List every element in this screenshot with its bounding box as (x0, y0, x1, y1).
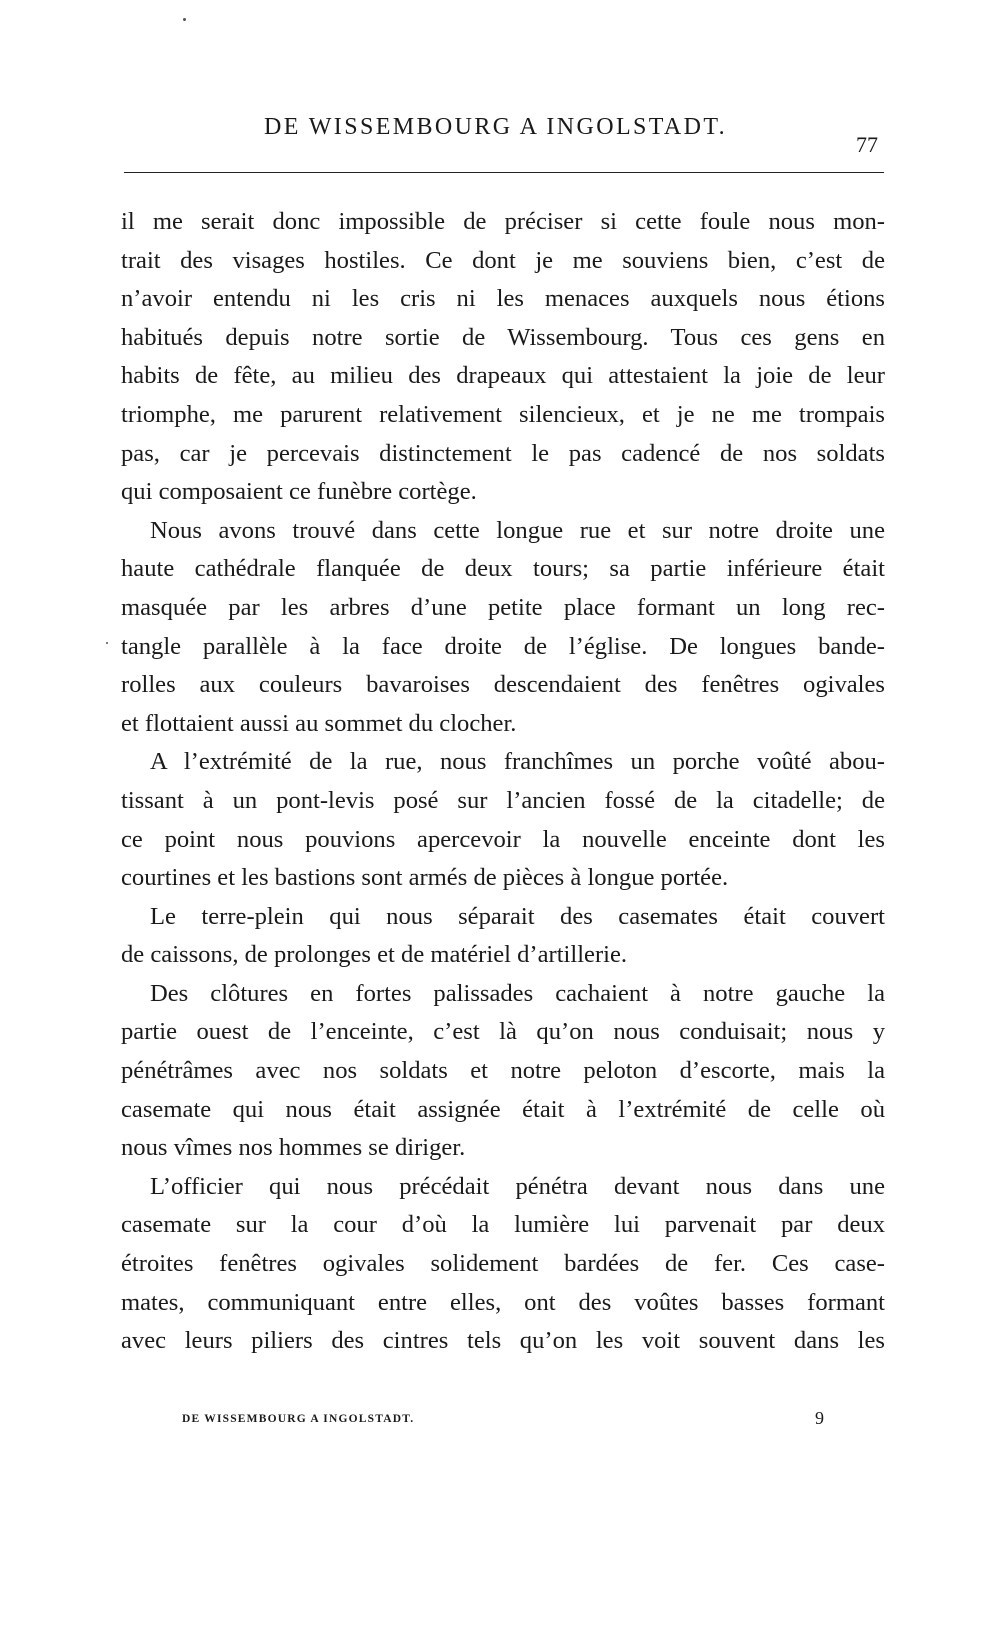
text-line: Des clôtures en fortes palissades cachaient à notre gauche la (150, 979, 885, 1007)
running-header: DE WISSEMBOURG A INGOLSTADT. (264, 114, 728, 140)
text-line: mates, communiquant entre elles, ont des voûtes basses formant (121, 1288, 885, 1316)
body-text (121, 203, 885, 1361)
text-line: masquée par les arbres d’une petite place formant un long rec- (121, 593, 885, 621)
text-line: L’officier qui nous précédait pénétra devant nous dans une (150, 1172, 885, 1200)
page-number: 77 (856, 132, 878, 157)
text-line: trait des visages hostiles. Ce dont je me souviens bien, c’est de (121, 246, 885, 274)
text-line: il me serait donc impossible de préciser si cette foule nous mon- (121, 208, 885, 235)
text-line: triomphe, me parurent relativement silencieux, et je ne me trompais (121, 400, 885, 428)
text-line: et flottaient aussi au sommet du clocher. (121, 709, 517, 737)
text-line: habitués depuis notre sortie de Wissembourg. Tous ces gens en (121, 323, 885, 351)
text-line: ce point nous pouvions apercevoir la nouvelle enceinte dont les (121, 825, 885, 853)
text-line: haute cathédrale flanquée de deux tours; sa partie inférieure était (121, 555, 885, 583)
text-line: casemate sur la cour d’où la lumière lui parvenait par deux (121, 1211, 885, 1239)
printer-signature-title: DE WISSEMBOURG A INGOLSTADT. (182, 1413, 415, 1425)
text-line: Le terre-plein qui nous séparait des casemates était couvert (150, 902, 885, 930)
text-line: courtines et les bastions sont armés de pièces à longue portée. (121, 864, 729, 892)
text-line: habits de fête, au milieu des drapeaux qui attestaient la joie de leur (121, 362, 885, 390)
text-line: avec leurs piliers des cintres tels qu’on les voit souvent dans les (121, 1327, 885, 1355)
text-line: pénétrâmes avec nos soldats et notre peloton d’escorte, mais la (121, 1057, 885, 1085)
text-line: casemate qui nous était assignée était à l’extrémité de celle où (121, 1095, 885, 1123)
text-line: nous vîmes nos hommes se diriger. (121, 1134, 466, 1162)
text-line: tangle parallèle à la face droite de l’église. De longues bande- (121, 632, 885, 660)
text-line: n’avoir entendu ni les cris ni les menaces auxquels nous étions (121, 285, 885, 313)
text-line: Nous avons trouvé dans cette longue rue et sur notre droite une (150, 516, 885, 544)
text-line: rolles aux couleurs bavaroises descendaient des fenêtres ogivales (121, 671, 885, 699)
text-line: tissant à un pont-levis posé sur l’ancien fossé de la citadelle; de (121, 786, 885, 814)
text-line: A l’extrémité de la rue, nous franchîmes un porche voûté abou- (150, 748, 885, 776)
text-line: étroites fenêtres ogivales solidement bardées de fer. Ces case- (121, 1250, 885, 1278)
paper-speck (106, 642, 108, 644)
text-line: qui composaient ce funèbre cortège. (121, 478, 477, 506)
paper-speck (183, 18, 186, 21)
text-line: pas, car je percevais distinctement le pas cadencé de nos soldats (121, 439, 885, 467)
text-line: de caissons, de prolonges et de matériel d’artillerie. (121, 941, 628, 969)
text-line: partie ouest de l’enceinte, c’est là qu’on nous conduisait; nous y (121, 1018, 885, 1046)
header-rule (124, 172, 884, 173)
printer-signature-number: 9 (815, 1408, 824, 1428)
